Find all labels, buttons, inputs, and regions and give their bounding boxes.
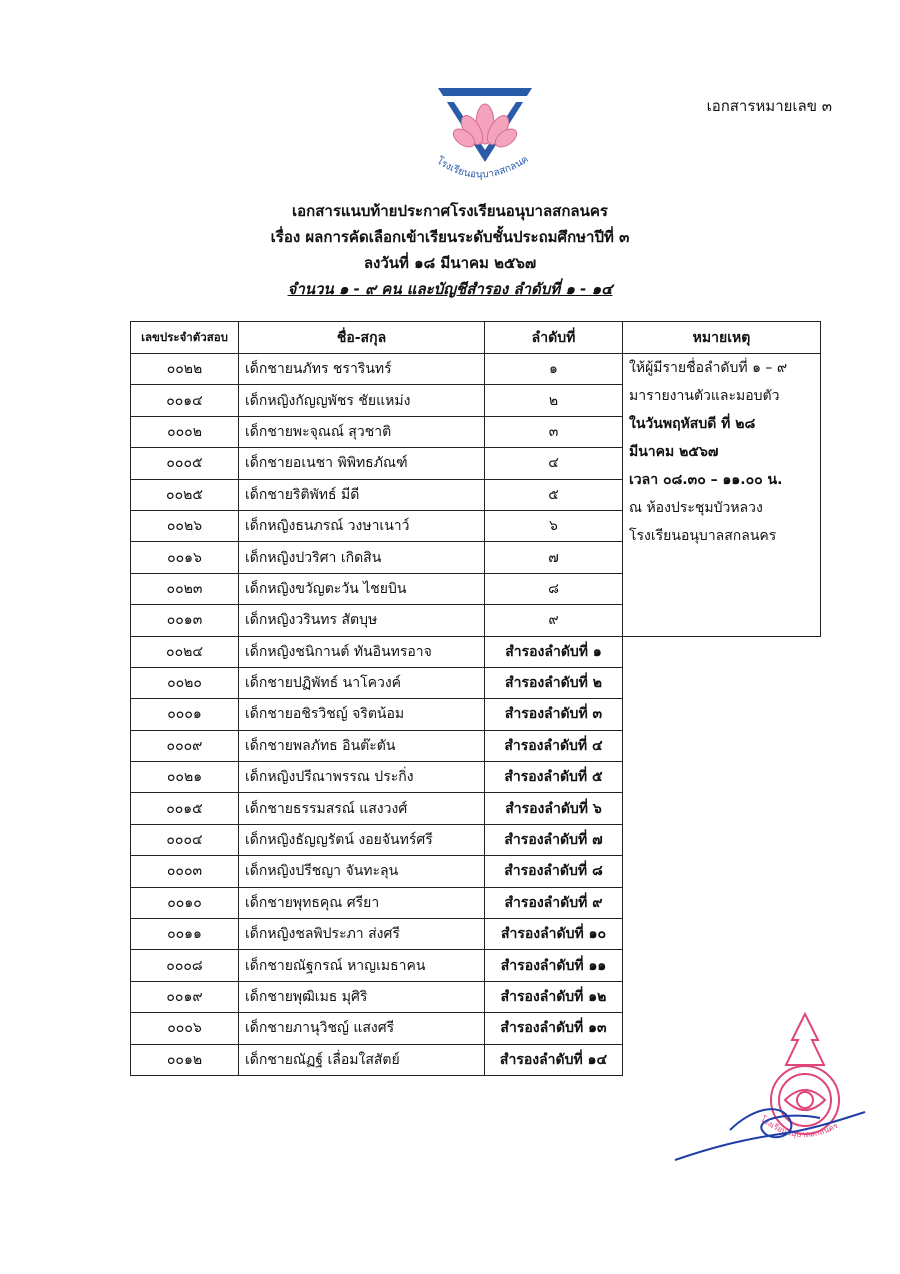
- exam-id-cell: ๐๐๒๔: [131, 636, 239, 667]
- student-name-cell: เด็กชายพลภัทธ อินต๊ะตัน: [239, 730, 485, 761]
- exam-id-cell: ๐๐๒๐: [131, 667, 239, 698]
- header-order: ลำดับที่: [485, 322, 623, 354]
- student-name-cell: เด็กหญิงธัญญรัตน์ งอยจันทร์ศรี: [239, 824, 485, 855]
- exam-id-cell: ๐๐๒๒: [131, 354, 239, 385]
- order-cell: สำรองลำดับที่ ๗: [485, 824, 623, 855]
- header-remark: หมายเหตุ: [623, 322, 821, 354]
- order-cell: ๙: [485, 605, 623, 636]
- school-logo: [430, 82, 540, 192]
- announcement-title: เอกสารแนบท้ายประกาศโรงเรียนอนุบาลสกลนคร: [292, 202, 608, 220]
- student-name-cell: เด็กหญิงขวัญตะวัน ไชยบิน: [239, 573, 485, 604]
- exam-id-cell: ๐๐๒๕: [131, 479, 239, 510]
- student-name-cell: เด็กชายพะจุณณ์ สุวชาติ: [239, 416, 485, 447]
- student-name-cell: เด็กชายณัฐกรณ์ หาญเมธาคน: [239, 950, 485, 981]
- exam-id-cell: ๐๐๑๓: [131, 605, 239, 636]
- table-row: [131, 636, 821, 667]
- table-header-row: [131, 322, 821, 354]
- order-cell: ๔: [485, 448, 623, 479]
- exam-id-cell: ๐๐๐๒: [131, 416, 239, 447]
- order-cell: ๘: [485, 573, 623, 604]
- student-name-cell: เด็กชายพุฒิเมธ มุศิริ: [239, 981, 485, 1012]
- order-cell: สำรองลำดับที่ ๑: [485, 636, 623, 667]
- seal-text: โรงเรียนอนุบาลสกลนคร: [758, 1114, 840, 1140]
- announcement-header: [0, 198, 900, 302]
- order-cell: สำรองลำดับที่ ๙: [485, 887, 623, 918]
- student-name-cell: เด็กหญิงชนิกานต์ ทันอินทรอาจ: [239, 636, 485, 667]
- student-name-cell: เด็กหญิงปรีชญา จันทะลุน: [239, 856, 485, 887]
- exam-id-cell: ๐๐๒๖: [131, 510, 239, 541]
- student-name-cell: เด็กชายภานุวิชญ์ แสงศรี: [239, 1013, 485, 1044]
- exam-id-cell: ๐๐๑๖: [131, 542, 239, 573]
- order-cell: สำรองลำดับที่ ๑๒: [485, 981, 623, 1012]
- order-cell: ๒: [485, 385, 623, 416]
- exam-id-cell: ๐๐๐๑: [131, 699, 239, 730]
- announcement-date: ลงวันที่ ๑๘ มีนาคม ๒๕๖๗: [363, 254, 537, 272]
- announcement-count: จำนวน ๑ - ๙ คน และบัญชีสำรอง ลำดับที่ ๑ - ๑๔: [287, 280, 613, 298]
- exam-id-cell: ๐๐๐๘: [131, 950, 239, 981]
- student-name-cell: เด็กหญิงธนภรณ์ วงษาเนาว์: [239, 510, 485, 541]
- order-cell: ๑: [485, 354, 623, 385]
- signature: [670, 1090, 870, 1170]
- exam-id-cell: ๐๐๑๕: [131, 793, 239, 824]
- student-name-cell: เด็กชายพุทธคุณ ศรียา: [239, 887, 485, 918]
- remark-line4: มีนาคม ๒๕๖๗: [629, 444, 719, 460]
- remark-line7: โรงเรียนอนุบาลสกลนคร: [629, 528, 777, 544]
- order-cell: สำรองลำดับที่ ๔: [485, 730, 623, 761]
- table-row: [131, 354, 821, 385]
- order-cell: ๕: [485, 479, 623, 510]
- exam-id-cell: ๐๐๐๖: [131, 1013, 239, 1044]
- remark-cell: [623, 354, 821, 637]
- student-name-cell: เด็กชายนภัทร ชรารินทร์: [239, 354, 485, 385]
- order-cell: ๗: [485, 542, 623, 573]
- results-table: [130, 321, 821, 1076]
- student-name-cell: เด็กชายอชิรวิชญ์ จริตน้อม: [239, 699, 485, 730]
- exam-id-cell: ๐๐๑๔: [131, 385, 239, 416]
- exam-id-cell: ๐๐๑๒: [131, 1044, 239, 1075]
- order-cell: สำรองลำดับที่ ๑๑: [485, 950, 623, 981]
- order-cell: สำรองลำดับที่ ๑๓: [485, 1013, 623, 1044]
- student-name-cell: เด็กหญิงปรีณาพรรณ ประกิ่ง: [239, 762, 485, 793]
- order-cell: สำรองลำดับที่ ๑๐: [485, 919, 623, 950]
- order-cell: สำรองลำดับที่ ๓: [485, 699, 623, 730]
- student-name-cell: เด็กชายริติพัทธ์ มีดี: [239, 479, 485, 510]
- student-name-cell: เด็กหญิงกัญญพัชร ชัยแหม่ง: [239, 385, 485, 416]
- remark-line3: ในวันพฤหัสบดี ที่ ๒๘: [629, 416, 756, 432]
- school-lotus-triangle-logo-icon: [430, 82, 540, 192]
- exam-id-cell: ๐๐๒๑: [131, 762, 239, 793]
- remark-line6: ณ ห้องประชุมบัวหลวง: [629, 500, 763, 516]
- order-cell: สำรองลำดับที่ ๕: [485, 762, 623, 793]
- exam-id-cell: ๐๐๐๙: [131, 730, 239, 761]
- signature-icon: [670, 1090, 870, 1170]
- student-name-cell: เด็กหญิงปวริศา เกิดสิน: [239, 542, 485, 573]
- student-name-cell: เด็กชายธรรมสรณ์ แสงวงศ์: [239, 793, 485, 824]
- exam-id-cell: ๐๐๑๐: [131, 887, 239, 918]
- order-cell: สำรองลำดับที่ ๒: [485, 667, 623, 698]
- order-cell: สำรองลำดับที่ ๘: [485, 856, 623, 887]
- student-name-cell: เด็กชายณัฏฐ์ เลื่อมใสสัตย์: [239, 1044, 485, 1075]
- student-name-cell: เด็กหญิงชลพิประภา ส่งศรี: [239, 919, 485, 950]
- remark-line1: ให้ผู้มีรายชื่อลำดับที่ ๑ – ๙: [629, 360, 788, 376]
- remark-line5: เวลา ๐๘.๓๐ – ๑๑.๐๐ น.: [629, 472, 783, 488]
- student-name-cell: เด็กชายปฏิพัทธ์ นาโควงค์: [239, 667, 485, 698]
- results-body: [131, 354, 821, 1076]
- order-cell: ๖: [485, 510, 623, 541]
- order-cell: สำรองลำดับที่ ๖: [485, 793, 623, 824]
- remark-line2: มารายงานตัวและมอบตัว: [629, 388, 780, 404]
- header-name: ชื่อ-สกุล: [239, 322, 485, 354]
- exam-id-cell: ๐๐๐๔: [131, 824, 239, 855]
- exam-id-cell: ๐๐๑๙: [131, 981, 239, 1012]
- order-cell: ๓: [485, 416, 623, 447]
- header-exam-id: เลขประจำตัวสอบ: [131, 322, 239, 354]
- logo-text: โรงเรียนอนุบาลสกลนค: [434, 153, 531, 181]
- student-name-cell: เด็กชายอเนชา พิพิทธภัณฑ์: [239, 448, 485, 479]
- exam-id-cell: ๐๐๑๑: [131, 919, 239, 950]
- document-number: เอกสารหมายเลข ๓: [706, 97, 832, 115]
- student-name-cell: เด็กหญิงวรินทร สัตบุษ: [239, 605, 485, 636]
- exam-id-cell: ๐๐๐๕: [131, 448, 239, 479]
- announcement-subject: เรื่อง ผลการคัดเลือกเข้าเรียนระดับชั้นประถมศึกษาปีที่ ๓: [270, 228, 630, 246]
- order-cell: สำรองลำดับที่ ๑๔: [485, 1044, 623, 1075]
- exam-id-cell: ๐๐๐๓: [131, 856, 239, 887]
- exam-id-cell: ๐๐๒๓: [131, 573, 239, 604]
